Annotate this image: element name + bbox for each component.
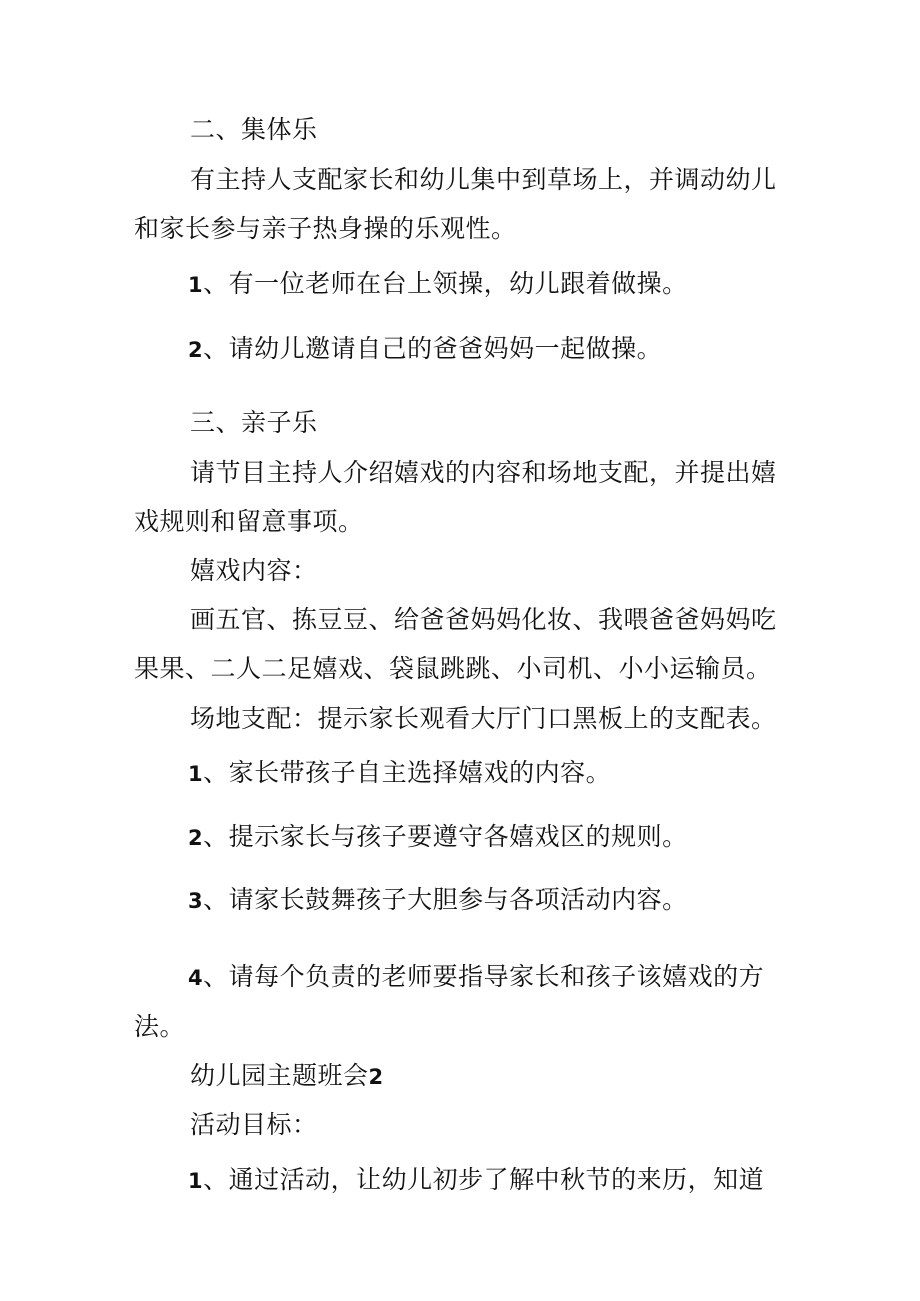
- list-item: [188, 884, 688, 917]
- meeting-title: [190, 1060, 384, 1093]
- paragraph-line: 果果、二人二足嬉戏、袋鼠跳跳、小司机、小小运输员。: [134, 654, 772, 683]
- list-item-text: 、有一位老师在台上领操，幼儿跟着做操。: [203, 269, 688, 298]
- list-item-number: 1: [188, 273, 204, 297]
- list-item-text: 、通过活动，让幼儿初步了解中秋节的来历，知道: [203, 1165, 765, 1194]
- activity-goals-label: 活动目标：: [190, 1110, 318, 1139]
- list-item: [188, 961, 764, 994]
- list-item: [188, 757, 611, 790]
- paragraph-line: 法。: [134, 1012, 186, 1041]
- list-item-number: 1: [188, 1169, 204, 1193]
- paragraph-line: 有主持人支配家长和幼儿集中到草场上，并调动幼儿: [190, 165, 777, 194]
- list-item-number: 4: [188, 966, 204, 990]
- list-item: [188, 333, 662, 366]
- paragraph-line: 请节目主持人介绍嬉戏的内容和场地支配，并提出嬉: [190, 458, 777, 487]
- list-item-number: 2: [188, 338, 204, 362]
- section-heading-collective-fun: 二、集体乐: [190, 115, 318, 144]
- list-item-number: 1: [188, 762, 204, 786]
- list-item-text: 、请家长鼓舞孩子大胆参与各项活动内容。: [203, 885, 688, 914]
- paragraph-line: 画五官、拣豆豆、给爸爸妈妈化妆、我喂爸爸妈妈吃: [190, 605, 777, 634]
- paragraph-line: 戏规则和留意事项。: [134, 507, 364, 536]
- venue-arrangement: 场地支配：提示家长观看大厅门口黑板上的支配表。: [190, 704, 777, 733]
- list-item-text: 、请幼儿邀请自己的爸爸妈妈一起做操。: [203, 334, 663, 363]
- list-item: [188, 821, 688, 854]
- list-item-text: 、提示家长与孩子要遵守各嬉戏区的规则。: [203, 822, 688, 851]
- list-item-text: 、请每个负责的老师要指导家长和孩子该嬉戏的方: [203, 962, 765, 991]
- list-item: [188, 268, 688, 301]
- paragraph-line: 和家长参与亲子热身操的乐观性。: [134, 214, 517, 243]
- list-item-number: 3: [188, 889, 204, 913]
- meeting-title-text: 幼儿园主题班会: [190, 1061, 369, 1090]
- list-item-text: 、家长带孩子自主选择嬉戏的内容。: [203, 758, 612, 787]
- list-item: [188, 1164, 764, 1197]
- game-content-label: 嬉戏内容：: [190, 556, 318, 585]
- section-heading-parent-child-fun: 三、亲子乐: [190, 408, 318, 437]
- list-item-number: 2: [188, 826, 204, 850]
- meeting-title-number: 2: [368, 1065, 384, 1089]
